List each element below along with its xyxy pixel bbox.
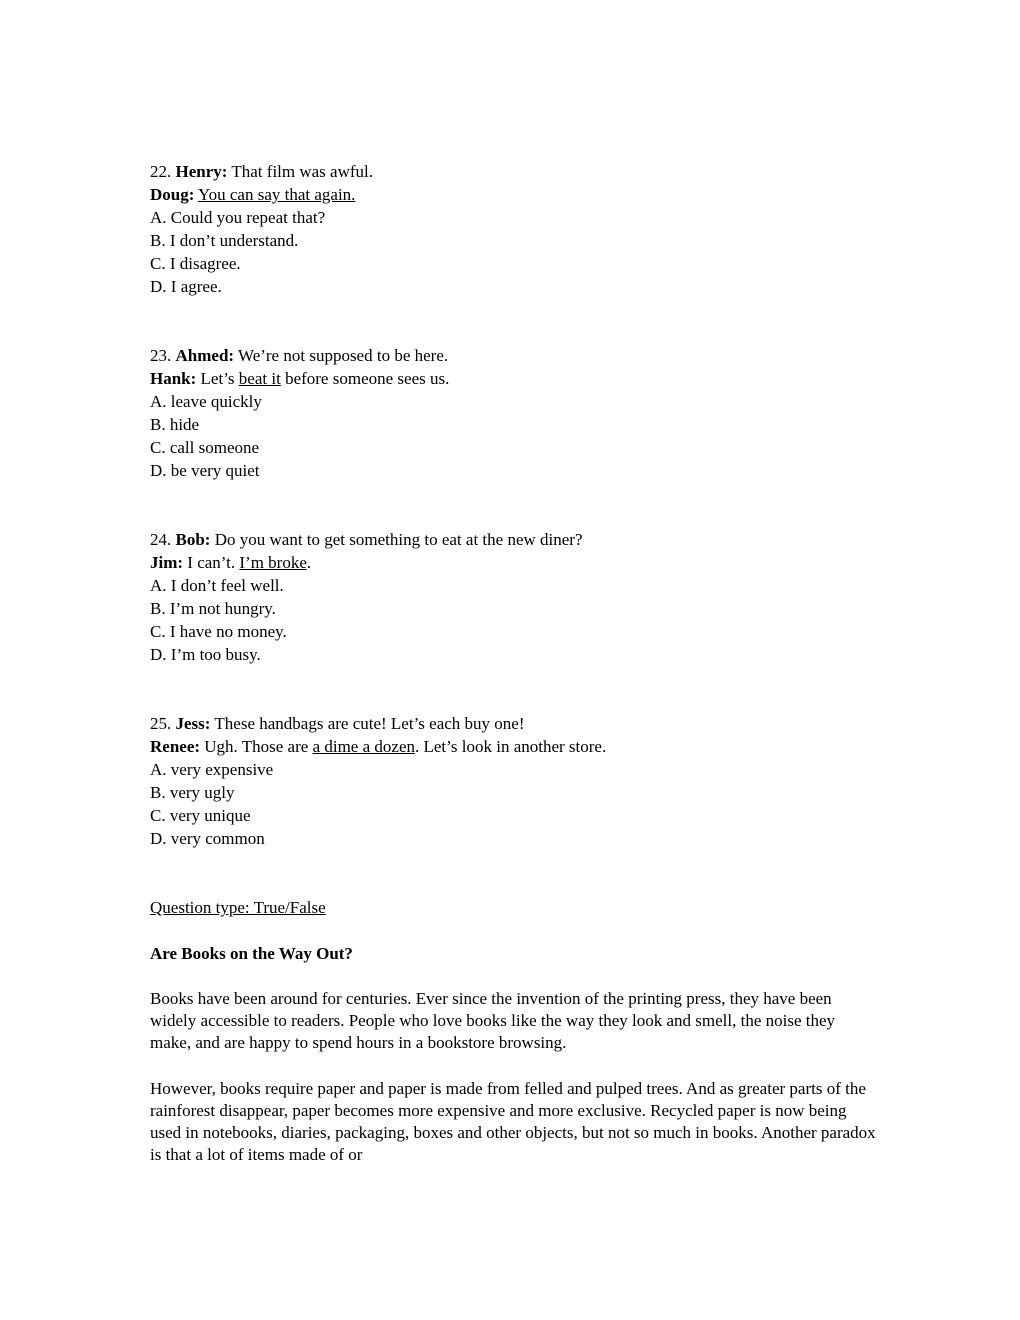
speaker-name: Ahmed: xyxy=(175,346,235,365)
speaker-name: Renee: xyxy=(150,737,201,756)
dialogue-line xyxy=(150,528,876,551)
idiom-underlined: a dime a dozen xyxy=(312,737,415,756)
answer-option: C. I have no money. xyxy=(150,622,287,641)
dialogue-text: Ugh. Those are xyxy=(200,737,313,756)
answer-option: B. I’m not hungry. xyxy=(150,599,276,618)
dialogue-text: . xyxy=(306,553,312,572)
answer-option: B. I don’t understand. xyxy=(150,231,299,250)
dialogue-text: That film was awful. xyxy=(227,162,374,181)
answer-option: B. hide xyxy=(150,415,200,434)
answer-option: A. Could you repeat that? xyxy=(150,208,326,227)
dialogue-line xyxy=(150,551,876,574)
question-block xyxy=(150,344,876,482)
speaker-name: Bob: xyxy=(175,530,211,549)
dialogue-text: I can’t. xyxy=(183,553,240,572)
dialogue-line xyxy=(150,160,876,183)
idiom-underlined: You can say that again. xyxy=(198,185,356,204)
question-block xyxy=(150,528,876,666)
answer-option: C. very unique xyxy=(150,806,251,825)
dialogue-text: We’re not supposed to be here. xyxy=(234,346,449,365)
dialogue-text: 23. xyxy=(150,346,176,365)
answer-option: A. very expensive xyxy=(150,760,274,779)
dialogue-text: 24. xyxy=(150,530,176,549)
idiom-underlined: I’m broke xyxy=(239,553,307,572)
dialogue-line xyxy=(150,735,876,758)
answer-option: D. be very quiet xyxy=(150,461,260,480)
speaker-name: Henry: xyxy=(175,162,228,181)
passage-paragraph: However, books require paper and paper is made from felled and pulped trees. And as greater parts of the rainforest disappear, paper becomes more expensive and more exclusive. Recycled paper is now being used in notebooks, diaries, packaging, boxes and other objects, but not so much in books. Another paradox is that a lot of items made of or xyxy=(150,1079,876,1164)
dialogue-text: These handbags are cute! Let’s each buy one! xyxy=(210,714,525,733)
dialogue-text: Do you want to get something to eat at the new diner? xyxy=(210,530,583,549)
question-type-label-text: Question type: True/False xyxy=(150,898,326,917)
answer-option: D. very common xyxy=(150,829,265,848)
passage-title: Are Books on the Way Out? xyxy=(150,944,353,963)
dialogue-text: . Let’s look in another store. xyxy=(415,737,607,756)
speaker-name: Doug: xyxy=(150,185,195,204)
dialogue-text: 22. xyxy=(150,162,176,181)
question-block xyxy=(150,160,876,298)
dialogue-line xyxy=(150,344,876,367)
dialogue-line xyxy=(150,712,876,735)
speaker-name: Hank: xyxy=(150,369,197,388)
answer-option: C. call someone xyxy=(150,438,260,457)
dialogue-line xyxy=(150,183,876,206)
questions-section xyxy=(150,160,876,850)
answer-option: D. I’m too busy. xyxy=(150,645,261,664)
dialogue-text: 25. xyxy=(150,714,176,733)
passage-paragraphs xyxy=(150,988,876,1166)
question-block xyxy=(150,712,876,850)
passage-paragraph: Books have been around for centuries. Ever since the invention of the printing press, they have been widely accessible to readers. People who love books like the way they look and smell, the noise they make, and are happy to spend hours in a bookstore browsing. xyxy=(150,989,836,1052)
idiom-underlined: beat it xyxy=(238,369,281,388)
answer-option: A. leave quickly xyxy=(150,392,262,411)
answer-option: C. I disagree. xyxy=(150,254,241,273)
answer-option: B. very ugly xyxy=(150,783,235,802)
speaker-name: Jim: xyxy=(150,553,184,572)
dialogue-line xyxy=(150,367,876,390)
dialogue-text: Let’s xyxy=(196,369,239,388)
speaker-name: Jess: xyxy=(175,714,211,733)
answer-option: A. I don’t feel well. xyxy=(150,576,284,595)
question-type-label xyxy=(150,896,876,919)
dialogue-text: before someone sees us. xyxy=(280,369,450,388)
answer-option: D. I agree. xyxy=(150,277,222,296)
